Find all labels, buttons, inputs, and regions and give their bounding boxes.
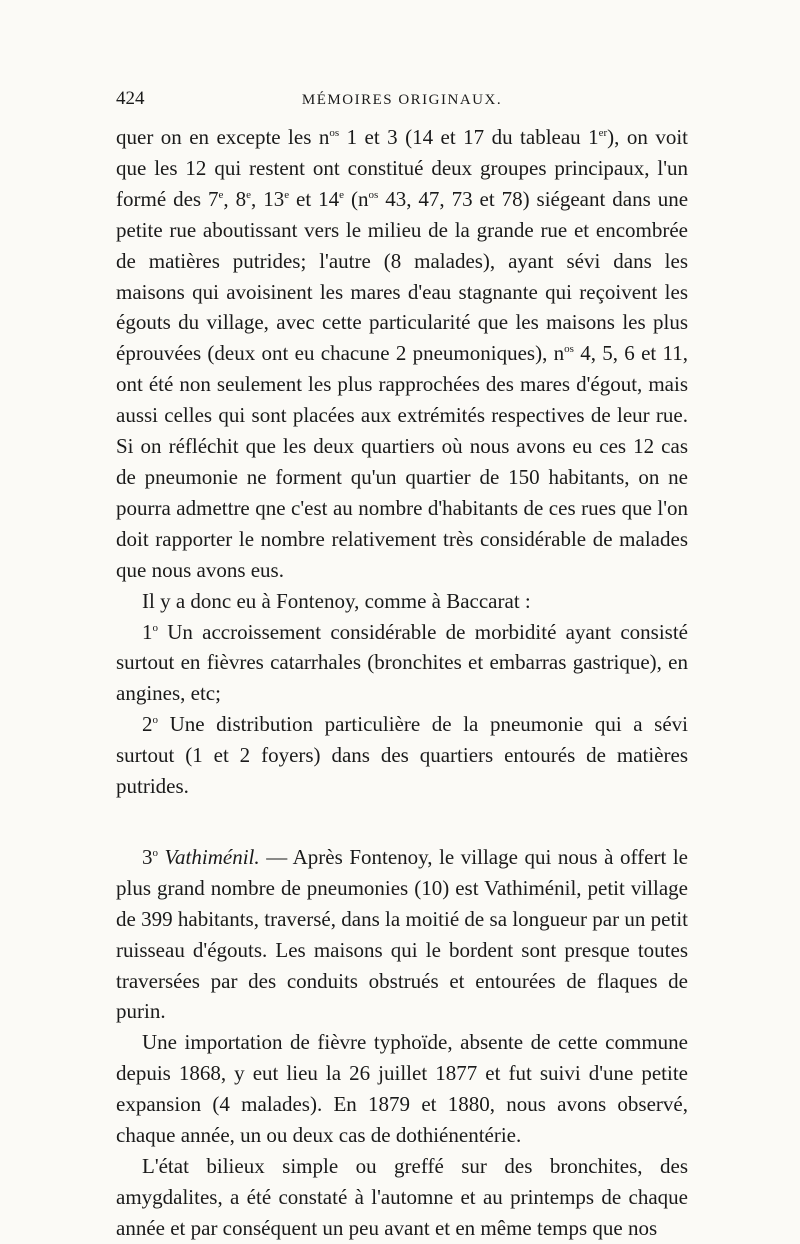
superscript: o xyxy=(152,846,158,859)
item-number: 1 xyxy=(142,619,153,644)
list-item-1 xyxy=(116,617,688,710)
item-text: Une distribution particulière de la pneumonie qui a sévi surtout (1 et 2 foyers) dans des quartiers entourés de matières putrides. xyxy=(116,712,688,799)
paragraph-typhoid: Une importation de fièvre typhoïde, absente de cette commune depuis 1868, y eut lieu la 26 juillet 1877 et fut suivi d'une petite expansion (4 malades). En 1879 et 1880, nous avons observé, chaque année, un ou deux cas de dothiénentérie. xyxy=(116,1030,688,1148)
text-run: 4, 5, 6 et 11, ont été non seulement les plus rapprochées des mares d'égout, mais aussi celles qui sont placées aux extrémités respectives de leur rue. Si on réfléchit que les deux quartiers où nous avons eu ces 12 cas de pneumonie ne forment qu'un quartier de 150 habitants, on ne pourra admettre qne c'est au nombre d'habitants de ces rues que l'on doit rapporter le nombre relativement très considérable de malades que nous avons eus. xyxy=(116,341,688,582)
item-text: Un accroissement considérable de morbidité ayant consisté surtout en fièvres catarrhales (bronchites et embarras gastrique), en angines, etc; xyxy=(116,619,688,706)
superscript: e xyxy=(246,188,251,201)
item-number: 2 xyxy=(142,712,153,737)
section-text: — Après Fontenoy, le village qui nous à offert le plus grand nombre de pneumonies (10) est Vathiménil, petit village de 399 habitants, traversé, dans la moitié de sa longueur par un petit ruisseau d'égouts. Les maisons qui le bordent sont presque toutes traversées par des conduits obstrués et entourées de flaques de purin. xyxy=(116,844,688,1024)
superscript: os xyxy=(368,188,379,201)
text-run: (n xyxy=(344,186,369,211)
text-run: et 14 xyxy=(289,186,340,211)
section-number: 3 xyxy=(142,844,153,869)
text-run: 1 et 3 (14 et 17 du tableau 1 xyxy=(339,125,599,149)
section-gap xyxy=(116,802,688,842)
superscript: er xyxy=(598,127,608,139)
paragraph-continuation xyxy=(116,122,688,586)
superscript: e xyxy=(339,188,345,201)
superscript: o xyxy=(152,621,158,634)
text-run: 43, 47, 73 et 78) siégeant dans une petite rue aboutissant vers le milieu de la grande rue et encombrée de matières putrides; l'autre (8 malades), ayant sévi dans les maisons qui avoisinent les mares d'eau stagnante qui reçoivent les égouts du village, avec cette particularité que les maisons les plus éprouvées (deux ont eu chacune 2 pneumoniques), n xyxy=(116,186,689,366)
superscript: os xyxy=(564,343,574,356)
text-run: quer on en excepte les n xyxy=(116,125,330,149)
list-item-2 xyxy=(116,709,688,802)
superscript: os xyxy=(329,127,340,139)
page-number: 424 xyxy=(116,88,145,109)
book-page xyxy=(116,88,688,1244)
text-run: ), on voit que les 12 qui restent ont constitué deux groupes principaux, l'un formé des 7 xyxy=(116,125,688,211)
superscript: e xyxy=(218,188,224,201)
section-vathimenil xyxy=(116,842,688,1027)
section-place-name: Vathiménil. xyxy=(158,844,260,869)
running-title: MÉMOIRES ORIGINAUX. xyxy=(301,92,503,108)
paragraph-summary-intro: Il y a donc eu à Fontenoy, comme à Baccarat : xyxy=(142,588,531,613)
page-header xyxy=(116,88,688,122)
superscript: o xyxy=(152,714,158,727)
paragraph-bilious: L'état bilieux simple ou greffé sur des bronchites, des amygdalites, a été constaté à l'automne et au printemps de chaque année et par conséquent un peu avant et en même temps que nos xyxy=(116,1154,688,1240)
superscript: e xyxy=(284,188,290,201)
text-run: , 13 xyxy=(251,186,285,211)
text-run: , 8 xyxy=(223,186,247,211)
